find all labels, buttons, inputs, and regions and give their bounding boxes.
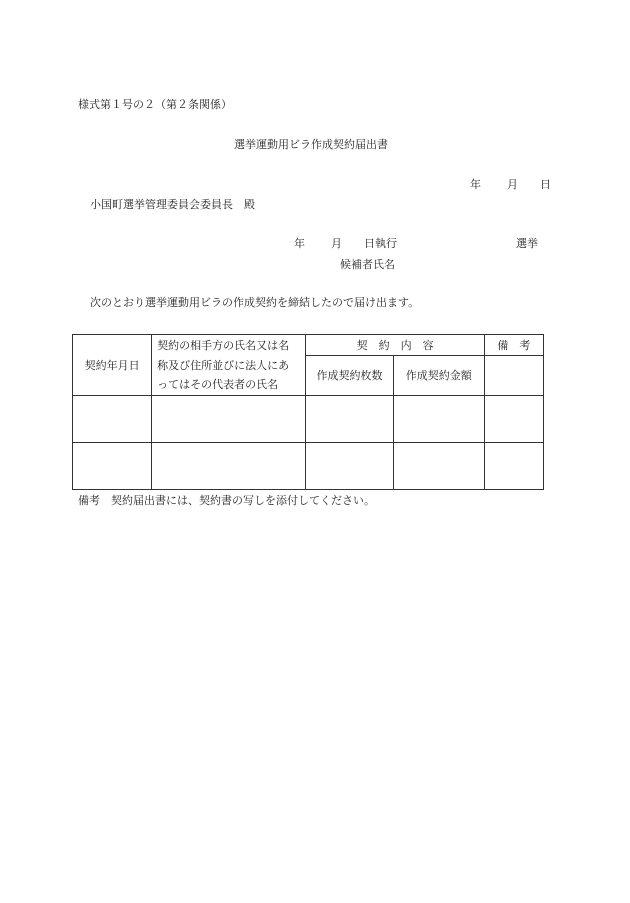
date-month-label: 月 [507, 178, 518, 191]
cell-amount[interactable] [393, 442, 484, 489]
election-month-label: 月 [331, 237, 342, 250]
cell-amount[interactable] [393, 395, 484, 442]
header-remarks-blank [484, 356, 543, 395]
header-party-line-3: ってはその代表者の氏名 [157, 378, 279, 391]
header-amount: 作成契約金額 [393, 356, 484, 395]
table-header-row-1 [73, 335, 544, 356]
document-title: 選挙運動用ビラ作成契約届出書 [234, 138, 388, 151]
header-party-line-2: 称及び住所並びに法人にあ [157, 358, 290, 372]
election-label: 選挙 [516, 237, 538, 250]
date-day-label: 日 [540, 178, 551, 191]
cell-party[interactable] [152, 442, 306, 489]
cell-remarks[interactable] [484, 395, 543, 442]
table-row [73, 395, 544, 442]
addressee: 小国町選挙管理委員会委員長 殿 [90, 198, 255, 211]
submission-date-line [470, 178, 551, 192]
header-count: 作成契約枚数 [306, 356, 393, 395]
election-year-label: 年 [294, 237, 305, 250]
contract-table [72, 334, 544, 490]
table-row [73, 442, 544, 489]
cell-count[interactable] [306, 442, 393, 489]
footnote: 備考 契約届出書には、契約書の写しを添付してください。 [78, 494, 375, 507]
cell-party[interactable] [152, 395, 306, 442]
election-day-executed-label: 日執行 [364, 237, 397, 250]
election-date-line [294, 237, 397, 251]
header-party-line-1: 契約の相手方の氏名又は名 [157, 339, 290, 352]
cell-contract-date[interactable] [73, 442, 152, 489]
cell-contract-date[interactable] [73, 395, 152, 442]
cell-count[interactable] [306, 395, 393, 442]
cell-remarks[interactable] [484, 442, 543, 489]
header-remarks: 備 考 [484, 335, 543, 356]
header-contract-details: 契 約 内 容 [306, 335, 484, 356]
header-contract-date: 契約年月日 [73, 335, 152, 396]
form-number: 様式第１号の２（第２条関係） [78, 98, 232, 111]
candidate-name-label: 候補者氏名 [340, 258, 395, 271]
header-contract-party [152, 335, 306, 396]
date-year-label: 年 [470, 178, 481, 191]
body-text: 次のとおり選挙運動用ビラの作成契約を締結したので届け出ます。 [90, 296, 420, 309]
